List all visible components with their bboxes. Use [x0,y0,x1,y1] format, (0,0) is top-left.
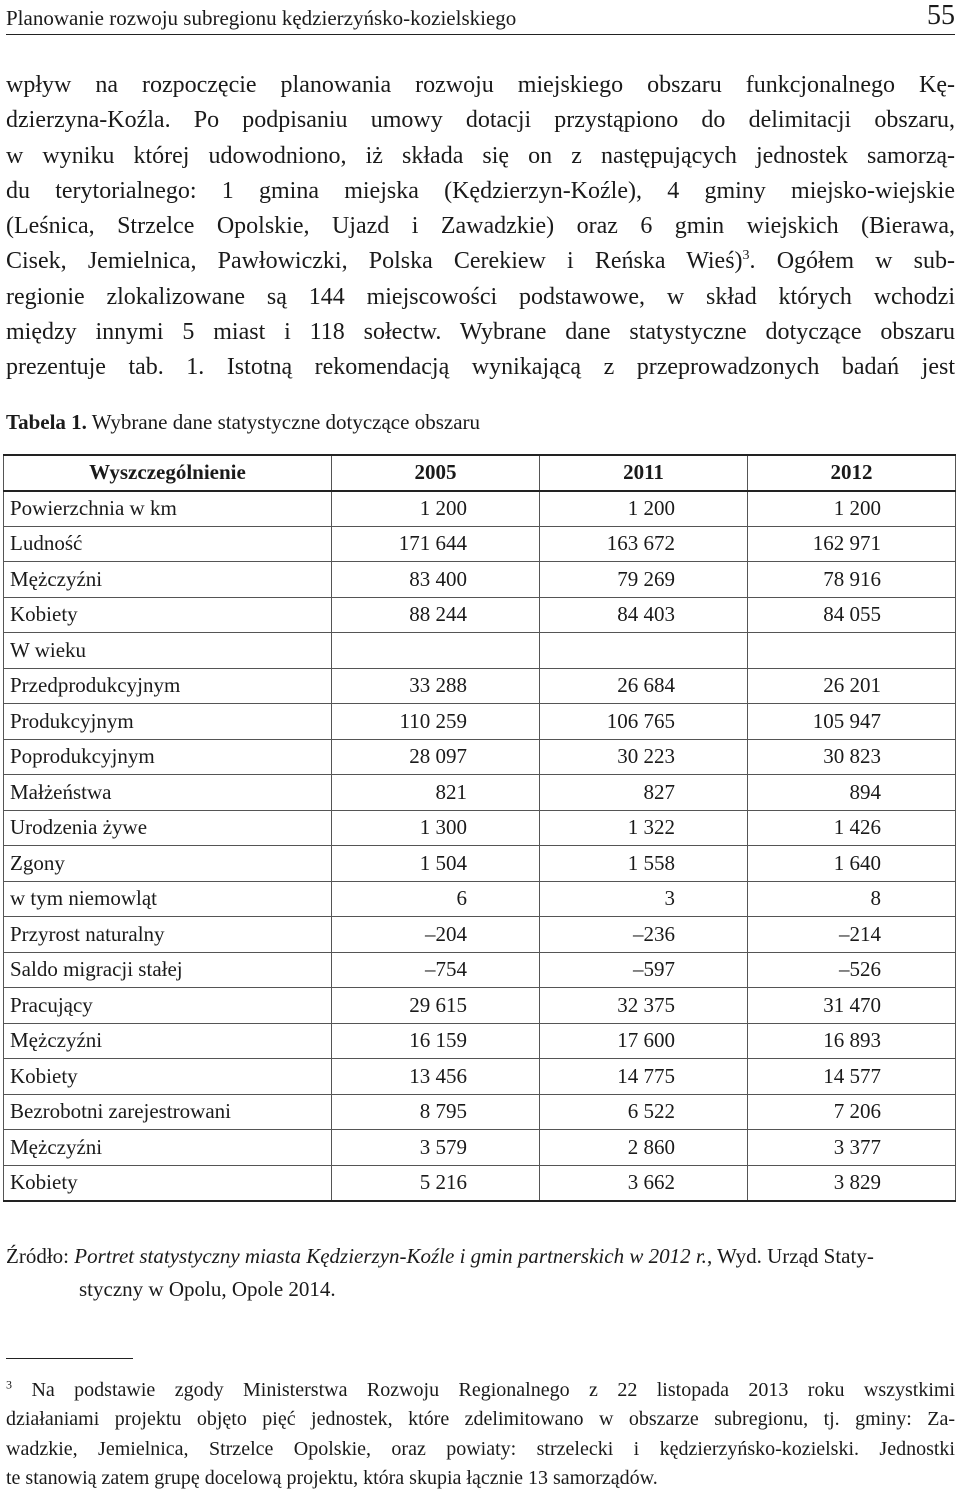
cell-value [332,633,540,669]
cell-text: 26 201 [823,673,881,698]
cell-text: 30 223 [617,744,675,769]
table-row [4,739,956,775]
cell-value [748,988,956,1024]
cell-value [332,562,540,598]
cell-value [332,775,540,811]
cell-text: 8 795 [419,1099,467,1124]
cell-value [332,881,540,917]
row-label: Mężczyźni [4,562,332,598]
cell-text: 78 916 [823,566,881,591]
cell-value [332,1094,540,1130]
row-label: Poprodukcyjnym [4,739,332,775]
table-row [4,562,956,598]
cell-value [332,952,540,988]
cell-value [748,562,956,598]
cell-value [748,1023,956,1059]
cell-text: 26 684 [617,673,675,698]
body-line: między innymi 5 miast i 118 sołectw. Wybrane dane statystyczne dotyczące obszaru [6,319,955,346]
cell-text: 163 672 [606,531,675,556]
cell-text: 3 662 [627,1170,675,1194]
cell-text: 1 640 [833,850,881,875]
row-label: Kobiety [4,597,332,633]
cell-value [540,1023,748,1059]
source-title: Portret statystyczny miasta Kędzierzyn-Koźle i gmin partnerskich w 2012 r. [74,1244,707,1268]
cell-text: 32 375 [617,992,675,1017]
cell-text: 171 644 [398,531,467,556]
cell-value [748,1165,956,1201]
cell-value [540,1130,748,1166]
cell-text: 3 829 [833,1170,881,1194]
body-line-part: Ogółem w sub- [776,248,955,275]
cell-value [540,704,748,740]
cell-text: –204 [425,921,467,946]
page-header [6,0,955,35]
cell-value [332,1130,540,1166]
cell-text: 28 097 [409,744,467,769]
cell-value [748,668,956,704]
row-label: Przedprodukcyjnym [4,668,332,704]
row-label: Przyrost naturalny [4,917,332,953]
cell-value [748,952,956,988]
cell-text: 3 579 [419,1134,467,1159]
cell-text: 88 244 [409,602,467,627]
cell-value [332,597,540,633]
cell-text: –214 [839,921,881,946]
row-label: W wieku [4,633,332,669]
table-row [4,597,956,633]
table-source [6,1240,955,1306]
table-row [4,952,956,988]
column-header: 2005 [332,455,540,491]
cell-value [332,846,540,882]
row-label: Małżeństwa [4,775,332,811]
row-label: Powierzchnia w km [4,491,332,527]
cell-value [332,917,540,953]
table-row [4,810,956,846]
source-line [6,1240,955,1273]
cell-value [540,668,748,704]
table-row [4,491,956,527]
cell-text: 6 522 [627,1099,675,1124]
cell-text: 29 615 [409,992,467,1017]
cell-text: 1 200 [833,496,881,520]
body-line-with-footnote: Cisek, Jemielnica, Pawłowiczki, Polska Cerekiew i Reńska Wieś)$^3$. Ogółem w sub- [6,248,955,275]
cell-text: 110 259 [399,708,467,733]
table-row [4,704,956,740]
cell-value [332,704,540,740]
table-caption-text: Wybrane dane statystyczne dotyczące obszaru [91,410,481,434]
cell-value [748,1059,956,1095]
cell-text: 1 200 [419,496,467,520]
cell-text: 33 288 [409,673,467,698]
cell-text: 827 [643,779,675,804]
footnote-line: działaniami projektu objęto pięć jednostek, które zdelimitowano w obszarze subregionu, tj. gminy: Za- [6,1408,955,1431]
cell-value [332,739,540,775]
cell-value [748,704,956,740]
cell-text: 84 403 [617,602,675,627]
cell-text: 2 860 [627,1134,675,1159]
cell-value [540,846,748,882]
cell-value [540,810,748,846]
source-line: styczny w Opolu, Opole 2014. [79,1277,336,1301]
page-number: 55 [927,0,955,31]
table-row [4,846,956,882]
cell-value [332,1059,540,1095]
cell-text: 1 200 [627,496,675,520]
cell-value [332,1023,540,1059]
cell-text: –754 [425,957,467,982]
cell-value [748,739,956,775]
cell-value [748,775,956,811]
row-label: Bezrobotni zarejestrowani [4,1094,332,1130]
cell-value [540,917,748,953]
cell-text: 1 504 [419,850,467,875]
cell-text: 1 426 [833,815,881,840]
source-label: Źródło: [6,1244,69,1268]
cell-text: 16 159 [409,1028,467,1053]
row-label: Ludność [4,526,332,562]
cell-value [332,526,540,562]
cell-value [540,1094,748,1130]
body-line: w wyniku której udowodniono, iż składa się on z następujących jednostek samorzą- [6,142,955,169]
cell-text: 14 775 [617,1063,675,1088]
source-publisher: , Wyd. Urząd Staty- [706,1244,874,1268]
table-row [4,668,956,704]
cell-value [540,775,748,811]
row-label: w tym niemowląt [4,881,332,917]
footnote-line: wadzkie, Jemielnica, Strzelce Opolskie, oraz powiaty: strzelecki i kędzierzyńsko-kozielski. Jednostki [6,1437,955,1460]
table-caption [6,410,480,435]
cell-text: 14 577 [823,1063,881,1088]
footnote-line [6,1376,955,1405]
statistics-table [3,454,956,1202]
table-caption-label: Tabela 1. [6,410,87,434]
cell-value [540,988,748,1024]
row-label: Kobiety [4,1165,332,1201]
cell-value [748,597,956,633]
cell-text: –526 [839,957,881,982]
row-label: Mężczyźni [4,1023,332,1059]
cell-text: 79 269 [617,566,675,591]
cell-text: 1 300 [419,815,467,840]
body-line: prezentuje tab. 1. Istotną rekomendacją wynikającą z przeprowadzonych badań jest [6,354,955,381]
body-line: (Leśnica, Strzelce Opolskie, Ujazd i Zawadzkie) oraz 6 gmin wiejskich (Bierawa, [6,213,955,240]
running-title: Planowanie rozwoju subregionu kędzierzyńsko-kozielskiego [6,6,517,30]
cell-text: 8 [870,886,881,911]
cell-value [748,633,956,669]
cell-text: 106 765 [606,708,675,733]
cell-value [332,668,540,704]
row-label: Kobiety [4,1059,332,1095]
footnote-line: te stanowią zatem grupę docelową projektu, która skupia łącznie 13 samorządów. [6,1467,658,1490]
cell-value [748,881,956,917]
cell-value [540,633,748,669]
cell-text: 13 456 [409,1063,467,1088]
cell-value [540,526,748,562]
footnote-text: Na podstawie zgody Ministerstwa Rozwoju Regionalnego z 22 listopada 2013 roku wszystkimi [31,1379,956,1401]
cell-value [540,491,748,527]
footnote-separator [6,1358,133,1359]
cell-text: 105 947 [812,708,881,733]
table-body [4,491,956,1201]
cell-value [332,491,540,527]
row-label: Urodzenia żywe [4,810,332,846]
footnote-reference[interactable]: 3 [742,248,750,264]
table-row [4,1130,956,1166]
table-row [4,1094,956,1130]
cell-value [748,810,956,846]
table-row [4,988,956,1024]
table-row [4,917,956,953]
cell-value [748,846,956,882]
column-header: 2012 [748,455,956,491]
cell-value [540,952,748,988]
row-label: Pracujący [4,988,332,1024]
cell-value [332,810,540,846]
body-paragraph [6,68,955,386]
cell-text: 30 823 [823,744,881,769]
cell-value [748,526,956,562]
body-line: regionie zlokalizowane są 144 miejscowości podstawowe, w skład których wchodzi [6,283,955,310]
cell-value [748,491,956,527]
cell-text: –597 [633,957,675,982]
cell-text: 894 [849,779,881,804]
table-row [4,775,956,811]
cell-text: 1 558 [627,850,675,875]
body-line: dzierzyna-Koźla. Po podpisaniu umowy dotacji przystąpiono do delimitacji obszaru, [6,107,955,134]
table-row [4,633,956,669]
footnote-number: 3 [6,1377,12,1392]
cell-value [748,1094,956,1130]
column-header: Wyszczególnienie [4,455,332,491]
cell-text: –236 [633,921,675,946]
cell-text: 83 400 [409,566,467,591]
column-header: 2011 [540,455,748,491]
cell-value [540,881,748,917]
table-header-row [4,455,956,491]
cell-text: 821 [435,779,467,804]
cell-text: 84 055 [823,602,881,627]
body-line-part: Cisek, Jemielnica, Pawłowiczki, Polska Cerekiew i Reńska Wieś) [6,248,743,275]
footnote [6,1376,955,1494]
row-label: Mężczyźni [4,1130,332,1166]
cell-value [748,1130,956,1166]
row-label: Saldo migracji stałej [4,952,332,988]
cell-value [540,562,748,598]
table-row [4,881,956,917]
body-line: du terytorialnego: 1 gmina miejska (Kędzierzyn-Koźle), 4 gminy miejsko-wiejskie [6,177,955,204]
cell-value [332,1165,540,1201]
cell-text: 3 [664,886,675,911]
cell-text: 5 216 [419,1170,467,1194]
cell-value [540,739,748,775]
cell-value [332,988,540,1024]
cell-text: 6 [456,886,467,911]
cell-value [540,1165,748,1201]
cell-value [540,597,748,633]
cell-text: 31 470 [823,992,881,1017]
cell-text: 1 322 [627,815,675,840]
cell-text: 3 377 [833,1134,881,1159]
cell-text: 17 600 [617,1028,675,1053]
table-row [4,526,956,562]
table-row [4,1023,956,1059]
cell-value [540,1059,748,1095]
row-label: Zgony [4,846,332,882]
row-label: Produkcyjnym [4,704,332,740]
body-line: wpływ na rozpoczęcie planowania rozwoju miejskiego obszaru funkcjonalnego Kę- [6,72,955,98]
cell-text: 7 206 [833,1099,881,1124]
table-row [4,1059,956,1095]
cell-text: 162 971 [812,531,881,556]
cell-text: 16 893 [823,1028,881,1053]
cell-value [748,917,956,953]
table-row [4,1165,956,1201]
